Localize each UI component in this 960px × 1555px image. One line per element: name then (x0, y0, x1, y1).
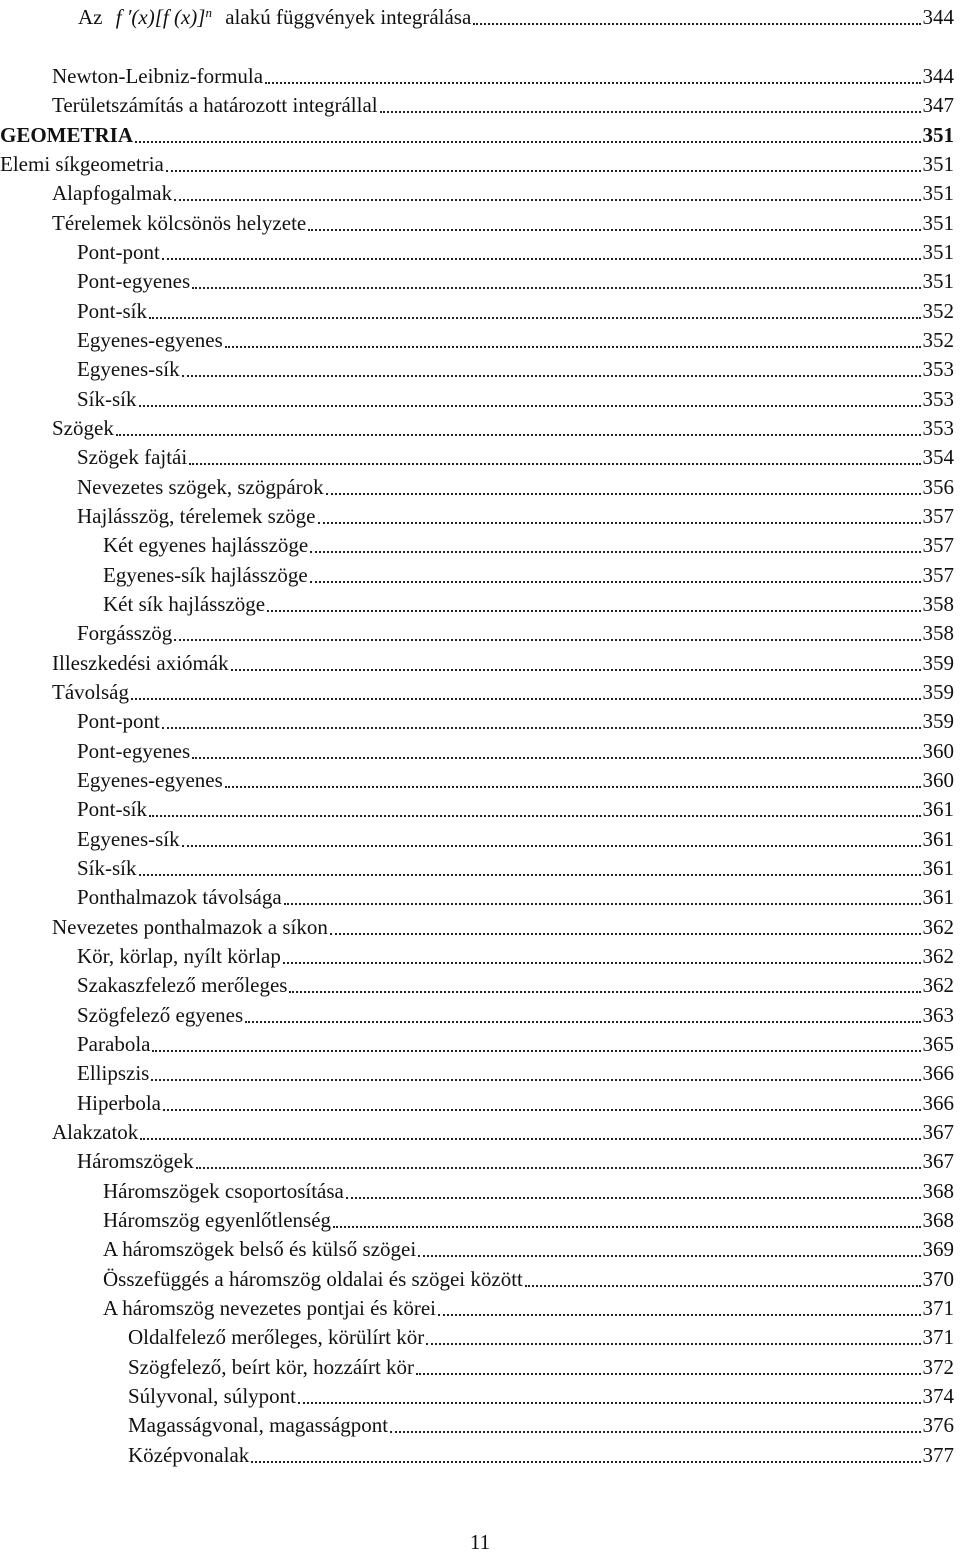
toc-entry-page: 351 (922, 210, 954, 235)
toc-entry-page: 351 (922, 151, 954, 176)
toc-entry-title: Két sík hajlásszöge (103, 591, 266, 616)
dot-leader (139, 404, 921, 407)
toc-entry-page: 351 (922, 269, 954, 294)
toc-entry[interactable] (77, 968, 954, 997)
toc-entry[interactable] (77, 1056, 954, 1085)
toc-entry[interactable] (52, 59, 954, 88)
toc-entry-page: 368 (922, 1207, 954, 1232)
dot-leader (326, 492, 921, 495)
toc-entry-title: Két egyenes hajlásszöge (103, 533, 309, 558)
toc-entry-title: Egyenes-egyenes (77, 327, 223, 352)
toc-entry-page: 369 (922, 1237, 954, 1262)
toc-entry[interactable] (77, 440, 954, 469)
toc-entry[interactable] (77, 352, 954, 381)
toc-entry-page: 344 (922, 5, 954, 29)
toc-entry[interactable] (52, 206, 954, 235)
toc-entry-title: Sík-sík (77, 386, 137, 411)
toc-entry-title: GEOMETRIA (0, 122, 134, 147)
toc-entry-page: 363 (922, 1002, 954, 1027)
formula-body: f ′(x)[f (x)] (115, 5, 206, 29)
toc-entry-page: 374 (922, 1383, 954, 1408)
toc-entry-title: Newton-Leibniz-formula (52, 64, 264, 88)
dot-leader (166, 169, 921, 172)
toc-entry[interactable] (103, 558, 954, 587)
toc-entry-page: 376 (922, 1413, 954, 1438)
toc-entry-page: 357 (922, 562, 954, 587)
toc-entry[interactable] (77, 294, 954, 323)
dot-leader (346, 1196, 921, 1199)
dot-leader (139, 873, 921, 876)
toc-entry[interactable] (77, 763, 954, 792)
dot-leader (473, 22, 920, 25)
toc-entry-title: Alakzatok (52, 1119, 139, 1144)
toc-entry[interactable] (77, 704, 954, 733)
toc-entry[interactable] (103, 1203, 954, 1232)
dot-leader (192, 286, 920, 289)
toc-entry[interactable] (103, 1291, 954, 1320)
toc-entry-page: 358 (922, 621, 954, 646)
toc-entry[interactable] (77, 499, 954, 528)
dot-leader (267, 609, 920, 612)
dot-leader (231, 668, 921, 671)
toc-entry-page: 367 (922, 1119, 954, 1144)
toc-entry-suffix: alakú függvények integrálása (225, 5, 472, 29)
toc-entry[interactable] (103, 1232, 954, 1261)
toc-entry[interactable] (128, 1320, 954, 1349)
toc-entry[interactable] (77, 851, 954, 880)
toc-entry-derivative-integration[interactable] (78, 0, 954, 29)
toc-entry-title: Szakaszfelező merőleges (77, 973, 288, 998)
toc-entry-title: Súlyvonal, súlypont (128, 1383, 297, 1408)
dot-leader (426, 1342, 920, 1345)
toc-entry-title: Területszámítás a határozott integrállal (52, 93, 378, 118)
toc-entry-title: Egyenes-egyenes (77, 767, 223, 792)
toc-entry-page: 354 (922, 445, 954, 470)
dot-leader (310, 550, 920, 553)
toc-entry[interactable] (52, 176, 954, 205)
dot-leader (380, 110, 921, 113)
toc-entry[interactable] (52, 646, 954, 675)
toc-entry-page: 357 (922, 503, 954, 528)
toc-entry[interactable] (128, 1379, 954, 1408)
toc-entry-title: Pont-egyenes (77, 269, 191, 294)
toc-entry-page: 367 (922, 1149, 954, 1174)
dot-leader (298, 1401, 920, 1404)
toc-entry-title: Magasságvonal, magasságpont (128, 1413, 389, 1438)
dot-leader (196, 1166, 921, 1169)
toc-entry[interactable] (103, 1174, 954, 1203)
dot-leader (525, 1284, 921, 1287)
toc-entry-page: 371 (922, 1295, 954, 1320)
toc-entry-page: 361 (922, 797, 954, 822)
toc-entry-page: 372 (922, 1354, 954, 1379)
dot-leader (251, 1460, 920, 1463)
dot-leader (333, 1225, 920, 1228)
dot-leader (149, 316, 920, 319)
toc-entry-page: 362 (922, 914, 954, 939)
dot-leader (308, 228, 920, 231)
dot-leader (182, 844, 921, 847)
toc-entry-page: 347 (922, 93, 954, 118)
toc-entry-page: 357 (922, 533, 954, 558)
dot-leader (330, 932, 921, 935)
dot-leader (149, 814, 920, 817)
toc-entry-page: 371 (922, 1325, 954, 1350)
toc-entry[interactable] (77, 939, 954, 968)
toc-entry-page: 353 (922, 415, 954, 440)
toc-entry-title: Ellipszis (77, 1061, 150, 1086)
toc-entry[interactable] (128, 1350, 954, 1379)
dot-leader (182, 374, 921, 377)
toc-entry[interactable] (103, 528, 954, 557)
formula (116, 5, 212, 29)
dot-leader (289, 990, 920, 993)
toc-entry-title: Középvonalak (128, 1442, 250, 1467)
toc-entry-title: Parabola (77, 1031, 151, 1056)
toc-entry-title: Szögek (52, 415, 114, 440)
toc-entry-title: Pont-egyenes (77, 738, 191, 763)
toc-entry-title: Ponthalmazok távolsága (77, 885, 282, 910)
toc-entry-page: 366 (922, 1061, 954, 1086)
toc-entry[interactable] (77, 734, 954, 763)
toc-entry-page: 344 (922, 64, 954, 88)
toc-entry[interactable] (103, 1262, 954, 1291)
toc-entry-title: Pont-sík (77, 298, 148, 323)
toc-entry-title: Háromszögek csoportosítása (103, 1178, 344, 1203)
dot-leader (438, 1313, 921, 1316)
formula-exponent: n (205, 5, 212, 20)
toc-entry[interactable] (77, 792, 954, 821)
toc-entry-page: 352 (922, 298, 954, 323)
toc-entry-title: Egyenes-sík (77, 826, 180, 851)
dot-leader (284, 902, 921, 905)
toc-entry-page: 351 (922, 181, 954, 206)
dot-leader (192, 756, 920, 759)
toc-entry-page: 368 (922, 1178, 954, 1203)
toc-entry-title: Nevezetes szögek, szögpárok (77, 474, 324, 499)
toc-entry[interactable] (77, 1144, 954, 1173)
toc-entry-page: 361 (922, 885, 954, 910)
page-number: 11 (469, 1530, 491, 1554)
dot-leader (151, 1078, 920, 1081)
dot-leader (418, 1254, 920, 1257)
dot-leader (135, 140, 920, 143)
toc-entry-title: Forgásszög (77, 621, 173, 646)
toc-entry-title: Pont-sík (77, 797, 148, 822)
toc-entry-title: Háromszög egyenlőtlenség (103, 1207, 332, 1232)
toc-entry-title: Hiperbola (77, 1090, 161, 1115)
toc-entry[interactable] (77, 470, 954, 499)
toc-entry-title: Szögek fajtái (77, 445, 188, 470)
toc-entry[interactable] (77, 264, 954, 293)
toc-entry-title: Elemi síkgeometria (0, 151, 164, 176)
toc-entry-title: Kör, körlap, nyílt körlap (77, 943, 281, 968)
toc-entry[interactable] (128, 1438, 954, 1467)
toc-entry-page: 366 (922, 1090, 954, 1115)
toc-entry[interactable] (77, 1027, 954, 1056)
dot-leader (140, 1137, 920, 1140)
toc-entry-title: Térelemek kölcsönös helyzete (52, 210, 307, 235)
dot-leader (318, 521, 921, 524)
toc-entry-page: 362 (922, 973, 954, 998)
toc-entry-page: 362 (922, 943, 954, 968)
toc-entry[interactable] (77, 1086, 954, 1115)
dot-leader (162, 257, 921, 260)
toc-entry-title: A háromszögek belső és külső szögei (103, 1237, 417, 1262)
toc-entry-title: Háromszögek (77, 1149, 194, 1174)
toc-entry[interactable] (77, 880, 954, 909)
toc-entry[interactable] (77, 382, 954, 411)
toc-entry[interactable] (77, 323, 954, 352)
toc-entry[interactable] (77, 998, 954, 1027)
toc-entry-title (78, 5, 471, 29)
toc-entry[interactable] (0, 147, 954, 176)
toc-entry[interactable] (52, 411, 954, 440)
toc-entry-title: Hajlásszög, térelemek szöge (77, 503, 316, 528)
dot-leader (310, 580, 921, 583)
dot-leader (283, 961, 921, 964)
toc-entry[interactable] (52, 675, 954, 704)
toc-entry-page: 365 (922, 1031, 954, 1056)
toc-entry-title: Sík-sík (77, 855, 137, 880)
toc-entry-page: 351 (922, 239, 954, 264)
toc-entry-page: 358 (922, 591, 954, 616)
toc-entry-page: 353 (922, 386, 954, 411)
toc-entry[interactable] (128, 1408, 954, 1437)
dot-leader (189, 462, 920, 465)
toc-entry-title: Oldalfelező merőleges, körülírt kör (128, 1325, 425, 1350)
toc-entry-title: Egyenes-sík (77, 357, 180, 382)
toc-entry-page: 359 (922, 709, 954, 734)
toc-entry-title: Nevezetes ponthalmazok a síkon (52, 914, 328, 939)
dot-leader (131, 697, 921, 700)
toc-entry-page: 352 (922, 327, 954, 352)
toc-entry-page: 360 (922, 738, 954, 763)
toc-entry[interactable] (52, 1115, 954, 1144)
dot-leader (116, 433, 921, 436)
toc-entry-title: Pont-pont (77, 709, 160, 734)
toc-entry[interactable] (52, 910, 954, 939)
toc-entry-title: Összefüggés a háromszög oldalai és szögei között (103, 1266, 523, 1291)
toc-entry-title: Egyenes-sík hajlásszöge (103, 562, 308, 587)
dot-leader (163, 1108, 921, 1111)
toc-entry-page: 359 (922, 650, 954, 675)
toc-entry[interactable] (103, 587, 954, 616)
toc-entry-page: 370 (922, 1266, 954, 1291)
toc-entry-title: Alapfogalmak (52, 181, 173, 206)
dot-leader (152, 1049, 920, 1052)
toc-entry-title: Szögfelező, beírt kör, hozzáírt kör (128, 1354, 415, 1379)
dot-leader (174, 638, 920, 641)
toc-entry-title: Távolság (52, 679, 129, 704)
toc-entry-title: Illeszkedési axiómák (52, 650, 229, 675)
toc-entry-page: 359 (922, 679, 954, 704)
toc-entry-page: 360 (922, 767, 954, 792)
toc-entry-page: 361 (922, 855, 954, 880)
dot-leader (225, 345, 921, 348)
dot-leader (174, 198, 920, 201)
toc-entry[interactable] (52, 88, 954, 117)
dot-leader (416, 1372, 920, 1375)
toc-entry[interactable] (0, 118, 954, 147)
toc-entry-page: 353 (922, 357, 954, 382)
dot-leader (245, 1020, 920, 1023)
dot-leader (265, 81, 920, 84)
toc-entry-page: 377 (922, 1442, 954, 1467)
dot-leader (225, 785, 921, 788)
toc-entry-prefix: Az (78, 5, 103, 29)
toc-entry-title: Pont-pont (77, 239, 160, 264)
toc-entry-page: 351 (922, 122, 954, 147)
dot-leader (162, 726, 921, 729)
toc-entry-page: 356 (922, 474, 954, 499)
dot-leader (390, 1430, 920, 1433)
toc-entry[interactable] (77, 235, 954, 264)
toc-entry[interactable] (77, 616, 954, 645)
toc-entry-page: 361 (922, 826, 954, 851)
toc-entry-title: Szögfelező egyenes (77, 1002, 244, 1027)
toc-entry[interactable] (77, 822, 954, 851)
toc-entry-title: A háromszög nevezetes pontjai és körei (103, 1295, 436, 1320)
